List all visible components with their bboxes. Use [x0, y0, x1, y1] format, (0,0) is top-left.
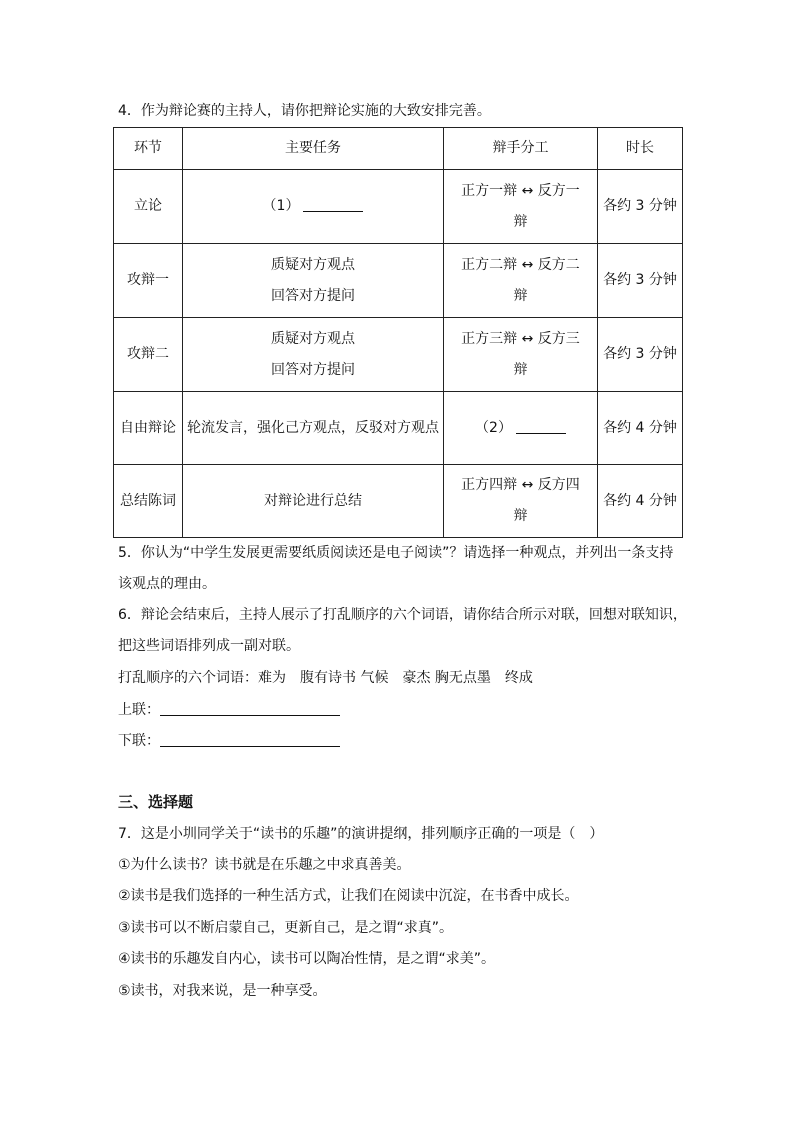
question-6-line2: 把这些词语排列成一副对联。: [118, 638, 300, 654]
stage-cell: [114, 392, 183, 465]
debaters-cell: [444, 170, 598, 244]
stage-label: 攻辩二: [127, 346, 169, 362]
header-debaters: 辩手分工: [444, 128, 598, 170]
duration-cell: [598, 318, 683, 392]
debaters-cell: [444, 318, 598, 392]
stage-label: 立论: [134, 198, 162, 214]
duration-text: 各约 3 分钟: [603, 272, 677, 288]
debaters-cell: [444, 465, 598, 538]
task-text: 回答对方提问: [271, 361, 355, 378]
stage-label: 总结陈词: [120, 492, 176, 509]
duration-cell: [598, 170, 683, 244]
task-text: 质疑对方观点: [271, 256, 355, 273]
task-cell: [183, 170, 444, 244]
task-text: 轮流发言，强化己方观点，反驳对方观点: [187, 419, 439, 436]
task-text: 回答对方提问: [271, 287, 355, 304]
duration-text: 各约 4 分钟: [603, 419, 677, 436]
task-cell: [183, 318, 444, 392]
upper-couplet-answer-line[interactable]: [160, 701, 340, 716]
debaters-text: 辩: [513, 361, 528, 378]
scrambled-words: 打乱顺序的六个词语：难为 腹有诗书 气候 豪杰 胸无点墨 终成: [118, 670, 533, 686]
table-row: [114, 318, 683, 392]
table-row: [114, 392, 683, 465]
q7-option-1: ①为什么读书？读书就是在乐趣之中求真善美。: [118, 857, 411, 873]
debaters-text: 正方四辩 ↔ 反方四: [461, 477, 580, 493]
debaters-cell: [444, 392, 598, 465]
debaters-text: （2）: [475, 419, 512, 436]
lower-couplet-answer-line[interactable]: [160, 732, 340, 747]
stage-cell: [114, 465, 183, 538]
task-text: （1）: [262, 198, 300, 214]
answer-blank[interactable]: [303, 197, 363, 212]
answer-blank[interactable]: [516, 419, 566, 434]
debaters-text: 正方二辩 ↔ 反方二: [461, 256, 580, 273]
lower-couplet-label: 下联：: [118, 733, 160, 749]
lower-couplet-row: [118, 731, 340, 751]
upper-couplet-row: [118, 700, 340, 720]
task-cell: [183, 244, 444, 318]
table-row: [114, 170, 683, 244]
q7-option-5: ⑤读书，对我来说，是一种享受。: [118, 983, 327, 999]
task-text: 质疑对方观点: [271, 330, 355, 347]
table-row: [114, 465, 683, 538]
stage-label: 自由辩论: [120, 419, 176, 436]
table-row: [114, 244, 683, 318]
question-5-line2: 该观点的理由。: [118, 576, 216, 592]
question-7-stem: 7．这是小圳同学关于“读书的乐趣”的演讲提纲，排列顺序正确的一项是（ ）: [118, 826, 604, 842]
duration-text: 各约 3 分钟: [603, 198, 677, 214]
duration-text: 各约 3 分钟: [603, 346, 677, 362]
upper-couplet-label: 上联：: [118, 702, 160, 718]
task-cell: [183, 392, 444, 465]
debaters-text: 正方三辩 ↔ 反方三: [461, 330, 580, 347]
debaters-cell: [444, 244, 598, 318]
table-header-row: [114, 128, 683, 170]
header-stage: 环节: [114, 128, 183, 170]
header-task: 主要任务: [183, 128, 444, 170]
question-4-text: 4．作为辩论赛的主持人，请你把辩论实施的大致安排完善。: [118, 103, 491, 119]
question-6-line1: 6．辩论会结束后，主持人展示了打乱顺序的六个词语，请你结合所示对联，回想对联知识，: [118, 607, 687, 623]
duration-cell: [598, 392, 683, 465]
duration-text: 各约 4 分钟: [603, 492, 677, 509]
section-3-title: 三、选择题: [118, 793, 194, 811]
stage-cell: [114, 318, 183, 392]
duration-cell: [598, 465, 683, 538]
duration-cell: [598, 244, 683, 318]
debaters-text: 辩: [513, 508, 528, 524]
debaters-text: 正方一辩 ↔ 反方一: [461, 182, 580, 199]
task-text: 对辩论进行总结: [264, 492, 362, 509]
q7-option-3: ③读书可以不断启蒙自己，更新自己，是之谓“求真”。: [118, 920, 454, 936]
stage-cell: [114, 244, 183, 318]
debaters-text: 辩: [513, 287, 528, 304]
stage-label: 攻辩一: [127, 272, 169, 288]
task-cell: [183, 465, 444, 538]
stage-cell: [114, 170, 183, 244]
debate-schedule-table: [113, 127, 683, 538]
debaters-text: 辩: [513, 213, 528, 230]
question-5-line1: 5．你认为“中学生发展更需要纸质阅读还是电子阅读”？请选择一种观点，并列出一条支持: [118, 545, 674, 561]
q7-option-2: ②读书是我们选择的一种生活方式，让我们在阅读中沉淀，在书香中成长。: [118, 888, 579, 904]
header-duration: 时长: [598, 128, 683, 170]
q7-option-4: ④读书的乐趣发自内心，读书可以陶冶性情，是之谓“求美”。: [118, 951, 496, 967]
